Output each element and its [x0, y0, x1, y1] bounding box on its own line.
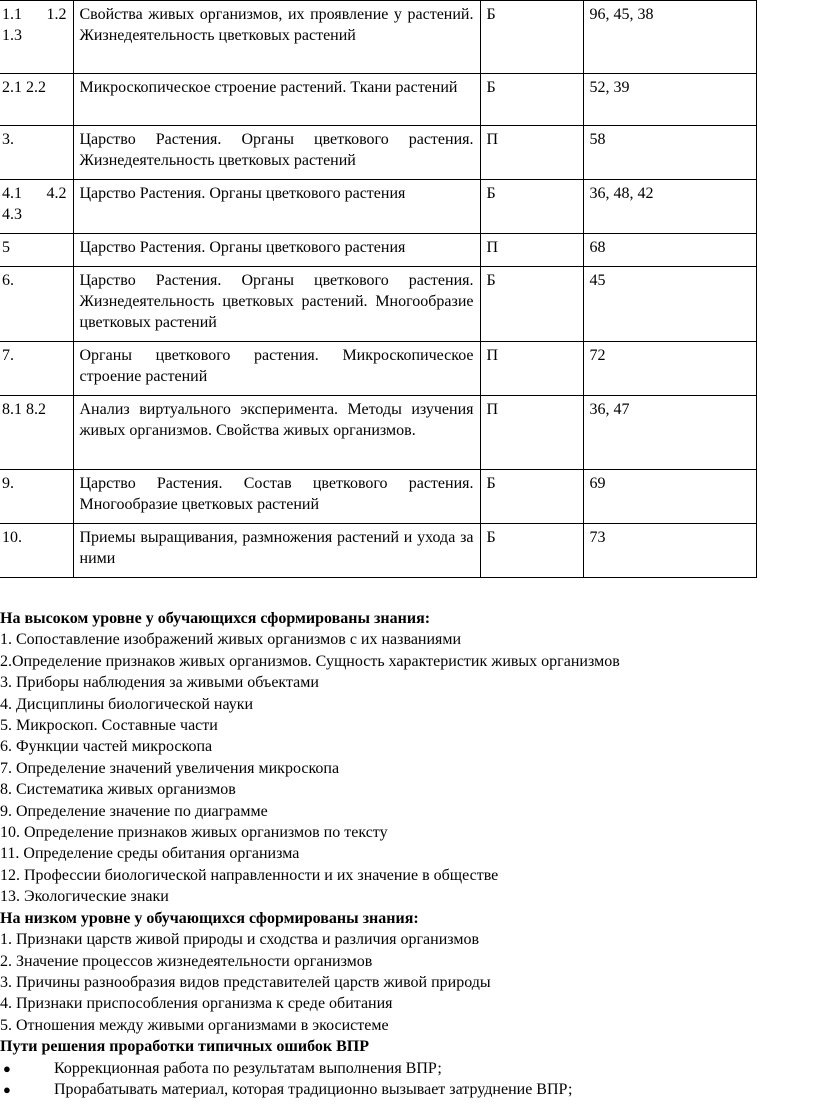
table-row: [0, 470, 756, 524]
topic-cell: Царство Растения. Органы цветкового растения. Жизнедеятельность цветковых растений. Многообразие цветковых растений: [73, 267, 480, 342]
list-item: 1. Сопоставление изображений живых организмов с их названиями: [0, 631, 462, 649]
list-item: 7. Определение значений увеличения микроскопа: [0, 759, 340, 777]
solutions-heading: Пути решения проработки типичных ошибок ВПР: [0, 1038, 369, 1056]
topic-cell: Царство Растения. Органы цветкового растения: [73, 234, 480, 267]
list-item: 3. Причины разнообразия видов представителей царств живой природы: [0, 973, 491, 991]
task-number: 10.: [0, 524, 73, 578]
list-item: 4. Признаки приспособления организма к среде обитания: [0, 995, 393, 1013]
list-item: 2.Определение признаков живых организмов. Сущность характеристик живых организмов: [0, 652, 620, 670]
list-item: 13. Экологические знаки: [0, 888, 169, 906]
bullet-item: [0, 1058, 816, 1080]
topic-cell: Свойства живых организмов, их проявление у растений. Жизнедеятельность цветковых растений: [73, 1, 480, 74]
tasks-cell: 52, 39: [583, 74, 756, 126]
results-table: [0, 0, 757, 578]
tasks-cell: 68: [583, 234, 756, 267]
table-row: [0, 267, 756, 342]
tasks-cell: 36, 48, 42: [583, 180, 756, 234]
task-number: 7.: [0, 342, 73, 396]
level-cell: П: [480, 126, 583, 180]
list-item: 1. Признаки царств живой природы и сходства и различия организмов: [0, 931, 480, 949]
task-number: 1.1 1.2 1.3: [0, 1, 73, 74]
list-item: 3. Приборы наблюдения за живыми объектами: [0, 674, 319, 692]
topic-cell: Органы цветкового растения. Микроскопическое строение растений: [73, 342, 480, 396]
tasks-cell: 36, 47: [583, 396, 756, 470]
bullet-item: [0, 1079, 816, 1101]
bullet-icon: ●: [3, 1082, 11, 1098]
bullet-icon: ●: [3, 1060, 11, 1076]
task-number: 3.: [0, 126, 73, 180]
tasks-cell: 73: [583, 524, 756, 578]
table-row: [0, 396, 756, 470]
analysis-section: [0, 608, 816, 1101]
tasks-cell: 69: [583, 470, 756, 524]
task-number: 5: [0, 234, 73, 267]
list-item: 12. Профессии биологической направленности и их значение в обществе: [0, 866, 499, 884]
topic-cell: Приемы выращивания, размножения растений и ухода за ними: [73, 524, 480, 578]
table-row: [0, 126, 756, 180]
bullet-text: Коррекционная работа по результатам выполнения ВПР;: [54, 1059, 442, 1077]
level-cell: П: [480, 342, 583, 396]
tasks-cell: 45: [583, 267, 756, 342]
topic-cell: Царство Растения. Органы цветкового растения. Жизнедеятельность цветковых растений: [73, 126, 480, 180]
topic-cell: Царство Растения. Состав цветкового растения. Многообразие цветковых растений: [73, 470, 480, 524]
tasks-cell: 72: [583, 342, 756, 396]
table-row: [0, 1, 756, 74]
list-item: 5. Микроскоп. Составные части: [0, 717, 218, 735]
task-number: 2.1 2.2: [0, 74, 73, 126]
level-cell: П: [480, 396, 583, 470]
low-level-heading: На низком уровне у обучающихся сформированы знания:: [0, 909, 419, 927]
task-number: 8.1 8.2: [0, 396, 73, 470]
task-number: 6.: [0, 267, 73, 342]
level-cell: Б: [480, 1, 583, 74]
topic-cell: Микроскопическое строение растений. Ткани растений: [73, 74, 480, 126]
bullet-text: Прорабатывать материал, которая традиционно вызывает затруднение ВПР;: [54, 1081, 573, 1099]
table-row: [0, 234, 756, 267]
table-row: [0, 342, 756, 396]
list-item: 5. Отношения между живыми организмами в экосистеме: [0, 1016, 389, 1034]
topic-cell: Анализ виртуального эксперимента. Методы изучения живых организмов. Свойства живых организмов.: [73, 396, 480, 470]
list-item: 4. Дисциплины биологической науки: [0, 695, 254, 713]
list-item: 8. Систематика живых организмов: [0, 781, 236, 799]
level-cell: Б: [480, 74, 583, 126]
topic-cell: Царство Растения. Органы цветкового растения: [73, 180, 480, 234]
table-row: [0, 524, 756, 578]
list-item: 10. Определение признаков живых организмов по тексту: [0, 824, 388, 842]
level-cell: Б: [480, 180, 583, 234]
tasks-cell: 58: [583, 126, 756, 180]
level-cell: Б: [480, 267, 583, 342]
high-level-heading: На высоком уровне у обучающихся сформированы знания:: [0, 610, 431, 627]
table-row: [0, 74, 756, 126]
level-cell: Б: [480, 524, 583, 578]
list-item: 9. Определение значение по диаграмме: [0, 802, 268, 820]
list-item: 2. Значение процессов жизнедеятельности организмов: [0, 952, 373, 970]
list-item: 6. Функции частей микроскопа: [0, 738, 213, 756]
level-cell: Б: [480, 470, 583, 524]
table-row: [0, 180, 756, 234]
task-number: 4.1 4.2 4.3: [0, 180, 73, 234]
level-cell: П: [480, 234, 583, 267]
task-number: 9.: [0, 470, 73, 524]
tasks-cell: 96, 45, 38: [583, 1, 756, 74]
list-item: 11. Определение среды обитания организма: [0, 845, 300, 863]
